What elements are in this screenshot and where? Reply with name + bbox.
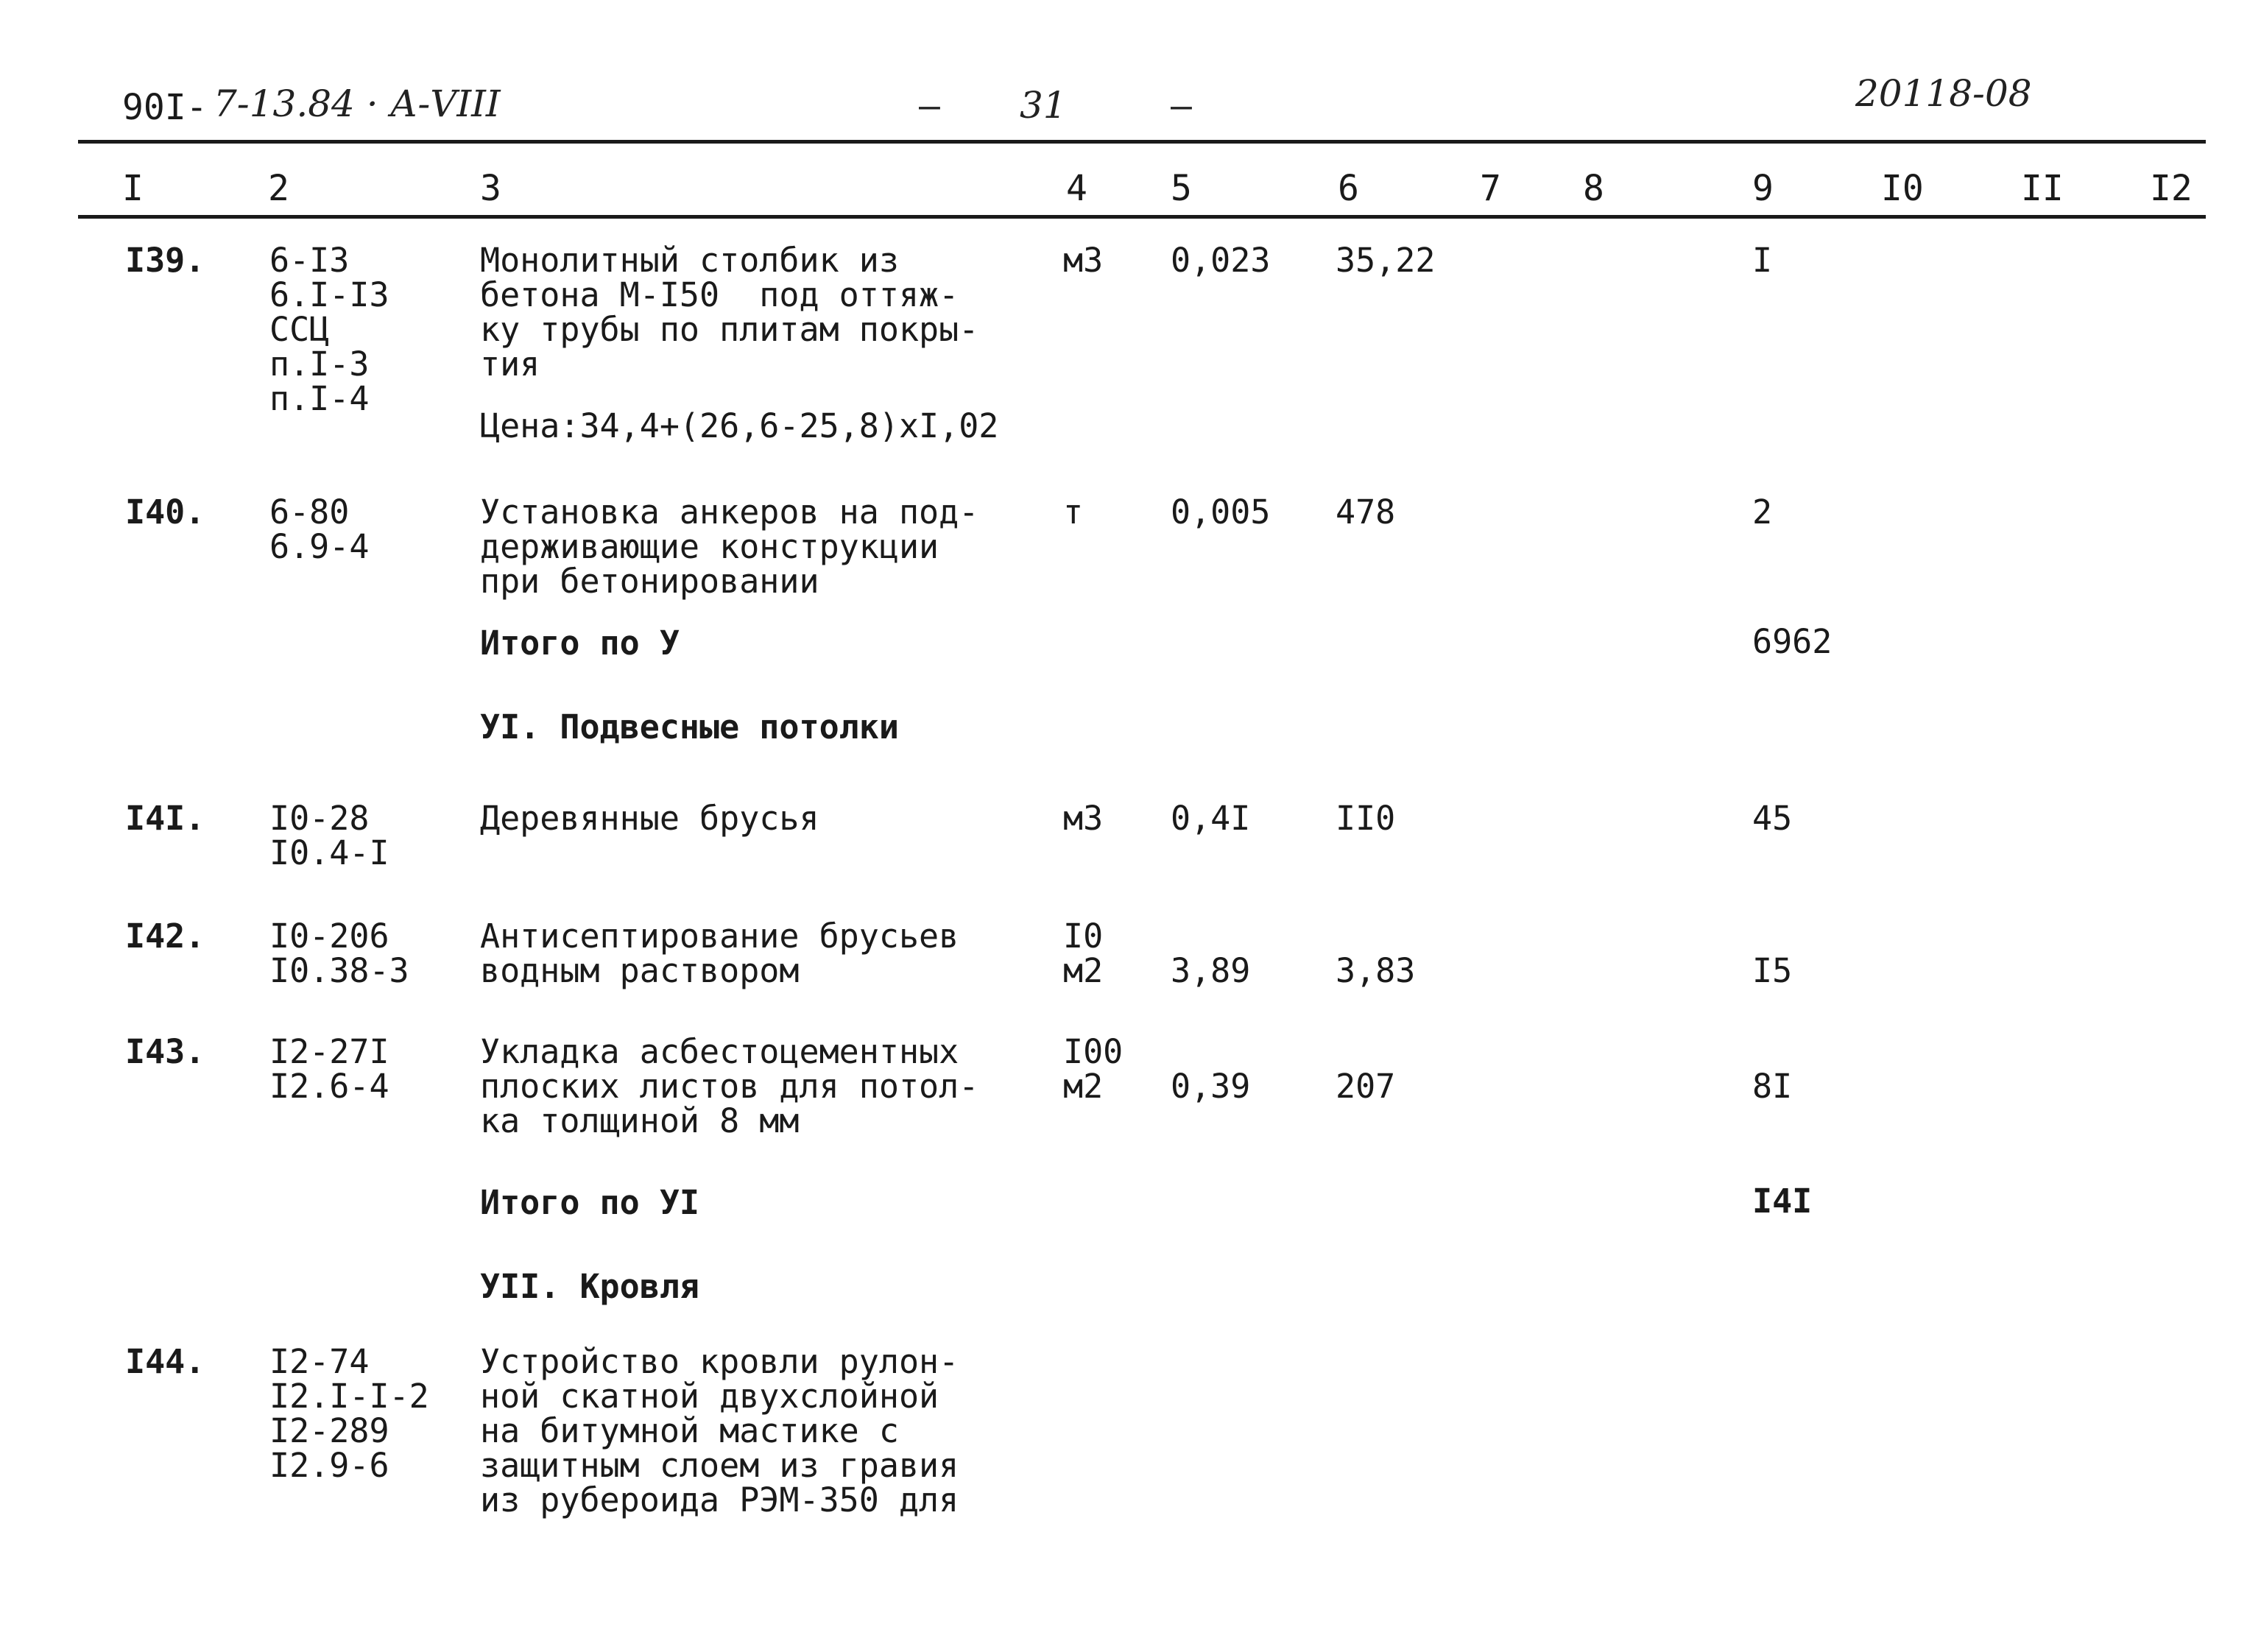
item-codes: I0-206 I0.38-3 xyxy=(269,917,409,990)
item-unit-price: 478 xyxy=(1336,493,1396,532)
item-unit: т xyxy=(1063,493,1084,532)
price-note: Цена:34,4+(26,6-25,8)хI,02 xyxy=(480,406,999,445)
item-unit-price: 3,83 xyxy=(1336,951,1416,990)
item-codes: I0-28 I0.4-I xyxy=(269,799,389,872)
item-unit-price: 207 xyxy=(1336,1067,1396,1106)
column-header-5: 5 xyxy=(1171,168,1192,209)
page-number: 31 xyxy=(1020,84,1067,127)
item-codes: 6-I3 6.I-I3 ССЦ п.I-3 п.I-4 xyxy=(269,241,389,418)
item-unit-price: 35,22 xyxy=(1336,241,1436,280)
document-code-handwritten: 7-13.84 · А-VIII xyxy=(214,82,501,125)
item-unit: м3 xyxy=(1063,241,1104,280)
item-codes: 6-80 6.9-4 xyxy=(269,493,370,566)
document-code-printed: 90I- xyxy=(122,87,208,128)
column-header-3: 3 xyxy=(480,168,501,209)
item-codes: I2-27I I2.6-4 xyxy=(269,1032,389,1106)
subtotal-value: I4I xyxy=(1752,1182,1813,1221)
item-unit-price: II0 xyxy=(1336,799,1396,838)
top-rule xyxy=(78,140,2206,144)
column-header-1: I xyxy=(122,168,144,209)
item-quantity: 0,023 xyxy=(1171,241,1271,280)
item-unit: м3 xyxy=(1063,799,1104,838)
item-quantity: 0,4I xyxy=(1171,799,1251,838)
item-number: I43. xyxy=(125,1032,205,1071)
section-title: УI. Подвесные потолки xyxy=(480,707,899,746)
item-number: I44. xyxy=(125,1342,205,1381)
column-header-4: 4 xyxy=(1066,168,1087,209)
subtotal-value: 6962 xyxy=(1752,622,1833,661)
column-header-11: II xyxy=(2021,168,2064,209)
item-description: Монолитный столбик из бетона М-I50 под оттяж- ку трубы по плитам покры- тия xyxy=(480,241,979,384)
header-rule xyxy=(78,215,2206,219)
dash-left: – xyxy=(919,85,940,127)
item-number: I39. xyxy=(125,241,205,280)
item-description: Деревянные брусья xyxy=(480,799,819,838)
item-unit: I0 м2 xyxy=(1063,917,1104,990)
item-quantity: 0,005 xyxy=(1171,493,1271,532)
item-unit: I00 м2 xyxy=(1063,1032,1124,1106)
archive-number: 20118-08 xyxy=(1855,72,2032,115)
column-header-6: 6 xyxy=(1338,168,1359,209)
column-header-12: I2 xyxy=(2150,168,2193,209)
item-total: 8I xyxy=(1752,1067,1793,1106)
item-number: I40. xyxy=(125,493,205,532)
item-description: Укладка асбестоцементных плоских листов для потол- ка толщиной 8 мм xyxy=(480,1032,979,1140)
item-quantity: 3,89 xyxy=(1171,951,1251,990)
item-number: I4I. xyxy=(125,799,205,838)
item-description: Устройство кровли рулон- ной скатной двухслойной на битумной мастике с защитным слоем из гравия из рубероида РЭМ-350 для xyxy=(480,1342,959,1519)
item-description: Антисептирование брусьев водным раствором xyxy=(480,917,959,990)
subtotal-label: Итого по УI xyxy=(480,1183,700,1222)
column-header-9: 9 xyxy=(1752,168,1774,209)
item-number: I42. xyxy=(125,917,205,956)
item-total: 2 xyxy=(1752,493,1773,532)
item-total: 45 xyxy=(1752,799,1793,838)
subtotal-label: Итого по У xyxy=(480,624,680,663)
column-header-7: 7 xyxy=(1480,168,1501,209)
item-description: Установка анкеров на под- держивающие конструкции при бетонировании xyxy=(480,493,979,601)
item-quantity: 0,39 xyxy=(1171,1067,1251,1106)
column-header-10: I0 xyxy=(1881,168,1924,209)
column-header-2: 2 xyxy=(268,168,289,209)
item-codes: I2-74 I2.I-I-2 I2-289 I2.9-6 xyxy=(269,1342,429,1485)
item-total: I5 xyxy=(1752,951,1793,990)
section-title: УII. Кровля xyxy=(480,1267,700,1306)
column-header-8: 8 xyxy=(1583,168,1604,209)
dash-right: – xyxy=(1171,85,1192,127)
item-total: I xyxy=(1752,241,1773,280)
